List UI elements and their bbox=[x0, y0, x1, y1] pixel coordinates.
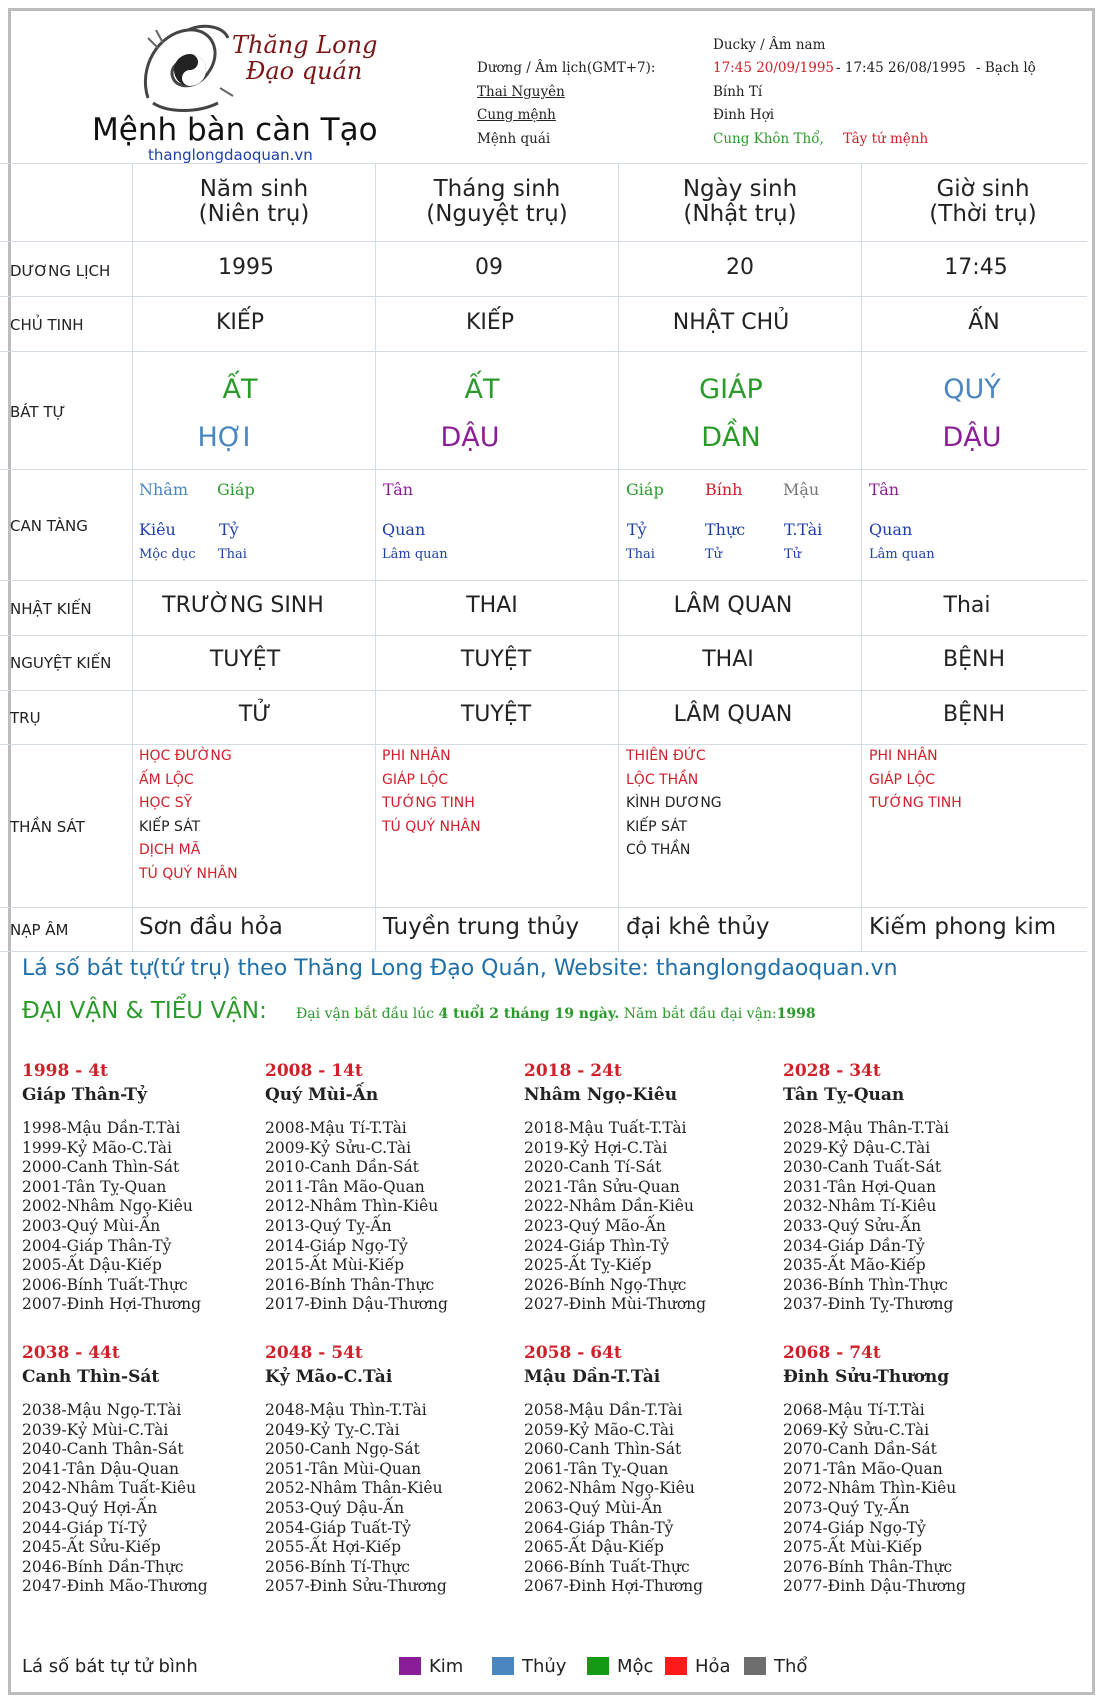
bat-tu-nam-chi: HỢI bbox=[197, 422, 251, 453]
dai-van-block: 2028 - 34t Tân Tỵ-Quan 2028-Mậu Thân-T.Tài 2029-Kỷ Dậu-C.Tài 2030-Canh Tuất-Sát 2031-Tân Hợi-Quan 2032-Nhâm Tí-Kiêu 2033-Quý Sửu-Ấn 2034-Giáp Dần-Tỷ 2035-Ất Mão-Kiếp 2036-Bính Thìn-Thực 2037-Đinh Tỵ-Thương bbox=[783, 1061, 954, 1314]
grid-line bbox=[0, 690, 1087, 691]
nhat-kien-nam: TRƯỜNG SINH bbox=[162, 593, 324, 618]
dai-van-block: 2018 - 24t Nhâm Ngọ-Kiêu 2018-Mậu Tuất-T.Tài 2019-Kỷ Hợi-C.Tài 2020-Canh Tí-Sát 2021-Tân Sửu-Quan 2022-Nhâm Dần-Kiêu 2023-Quý Mão-Ấn 2024-Giáp Thìn-Tỷ 2025-Ất Tỵ-Kiếp 2026-Bính Ngọ-Thực 2027-Đinh Mùi-Thương bbox=[524, 1061, 707, 1314]
bat-tu-ngay-can: GIÁP bbox=[699, 374, 763, 405]
tru-ngay: LÂM QUAN bbox=[673, 702, 793, 727]
can-tang-thang-1: Tân bbox=[383, 480, 414, 499]
row-label-nguyet-kien: NGUYỆT KIẾN bbox=[10, 654, 112, 672]
can-tang-gio-thap-than-1: Quan bbox=[869, 520, 913, 539]
than-sat-ngay: THIÊN ĐỨC LỘC THẦN KÌNH DƯƠNG KIẾP SÁT CÔ THẦN bbox=[626, 748, 722, 858]
row-label-nap-am: NẠP ÂM bbox=[10, 921, 69, 939]
date-lunar: - 17:45 26/08/1995 bbox=[836, 60, 966, 76]
menh-quai-group: Tây tứ mệnh bbox=[843, 131, 929, 147]
nguyet-kien-thang: TUYỆT bbox=[460, 647, 532, 672]
dai-van-block: 2068 - 74t Đinh Sửu-Thương 2068-Mậu Tí-T.Tài 2069-Kỷ Sửu-C.Tài 2070-Canh Dần-Sát 2071-Tân Mão-Quan 2072-Nhâm Thìn-Kiêu 2073-Quý Tỵ-Ấn 2074-Giáp Ngọ-Tỷ 2075-Ất Mùi-Kiếp 2076-Bính Thân-Thực 2077-Đinh Dậu-Thương bbox=[783, 1343, 966, 1596]
legend-item-thuy: Thủy bbox=[492, 1656, 566, 1677]
grid-line bbox=[0, 351, 1087, 352]
can-tang-ngay-thap-than-2: Thực bbox=[705, 520, 746, 539]
nap-am-nam: Sơn đầu hỏa bbox=[139, 914, 283, 940]
can-tang-thang-thap-than-1: Quan bbox=[382, 520, 426, 539]
bat-tu-gio-chi: DẬU bbox=[942, 422, 1002, 453]
legend-swatch bbox=[744, 1657, 766, 1675]
chu-tinh-ngay: NHẬT CHỦ bbox=[672, 310, 790, 335]
website-banner: Lá số bát tự(tứ trụ) theo Thăng Long Đạo Quán, Website: thanglongdaoquan.vn bbox=[22, 956, 898, 981]
grid-vline bbox=[861, 163, 862, 951]
dai-van-block: 2038 - 44t Canh Thìn-Sát 2038-Mậu Ngọ-T.Tài 2039-Kỷ Mùi-C.Tài 2040-Canh Thân-Sát 2041-Tân Dậu-Quan 2042-Nhâm Tuất-Kiêu 2043-Quý Hợi-Ấn 2044-Giáp Tí-Tỷ 2045-Ất Sửu-Kiếp 2046-Bính Dần-Thực 2047-Đinh Mão-Thương bbox=[22, 1343, 208, 1596]
dai-van-block: 1998 - 4t Giáp Thân-Tỷ 1998-Mậu Dần-T.Tài 1999-Kỷ Mão-C.Tài 2000-Canh Thìn-Sát 2001-Tân Tỵ-Quan 2002-Nhâm Ngọ-Kiêu 2003-Quý Mùi-Ấn 2004-Giáp Thân-Tỷ 2005-Ất Dậu-Kiếp 2006-Bính Tuất-Thực 2007-Đinh Hợi-Thương bbox=[22, 1061, 202, 1314]
date-solar: 17:45 20/09/1995 bbox=[713, 60, 835, 76]
dai-van-block: 2058 - 64t Mậu Dần-T.Tài 2058-Mậu Dần-T.Tài 2059-Kỷ Mão-C.Tài 2060-Canh Thìn-Sát 2061-Tân Tỵ-Quan 2062-Nhâm Ngọ-Kiêu 2063-Quý Mùi-Ấn 2064-Giáp Thân-Tỷ 2065-Ất Dậu-Kiếp 2066-Bính Tuất-Thực 2067-Đinh Hợi-Thương bbox=[524, 1343, 704, 1596]
thai-nguyen-value: Bính Tí bbox=[713, 84, 763, 100]
grid-line bbox=[0, 951, 1087, 952]
grid-vline bbox=[132, 163, 133, 951]
bat-tu-nam-can: ẤT bbox=[222, 374, 258, 405]
grid-line bbox=[0, 580, 1087, 581]
legend-item-tho: Thổ bbox=[744, 1656, 807, 1677]
than-sat-nam: HỌC ĐƯỜNG ẤM LỘC HỌC SỸ KIẾP SÁT DỊCH MÃ TÚ QUÝ NHÂN bbox=[139, 748, 238, 882]
col-header-ngay: Ngày sinh (Nhật trụ) bbox=[682, 176, 798, 227]
can-tang-ngay-vong-3: Tử bbox=[784, 547, 802, 562]
tru-nam: TỬ bbox=[238, 702, 272, 727]
row-label-duong-lich: DƯƠNG LỊCH bbox=[10, 262, 111, 280]
can-tang-nam-2: Giáp bbox=[217, 480, 255, 499]
nap-am-thang: Tuyền trung thủy bbox=[383, 914, 580, 940]
can-tang-nam-vong-2: Thai bbox=[218, 547, 247, 562]
row-label-bat-tu: BÁT TỰ bbox=[10, 403, 66, 421]
can-tang-nam-vong-1: Mộc dục bbox=[139, 547, 196, 562]
duong-lich-thang: 09 bbox=[475, 255, 503, 280]
nhat-kien-ngay: LÂM QUAN bbox=[673, 593, 793, 618]
duong-lich-gio: 17:45 bbox=[944, 255, 1008, 280]
legend-swatch bbox=[587, 1657, 609, 1675]
nguyet-kien-ngay: THAI bbox=[702, 647, 754, 672]
row-label-can-tang: CAN TÀNG bbox=[10, 517, 88, 535]
bat-tu-ngay-chi: DẦN bbox=[701, 422, 761, 453]
can-tang-ngay-2: Bính bbox=[705, 480, 743, 499]
legend-swatch bbox=[492, 1657, 514, 1675]
can-tang-thang-vong-1: Lâm quan bbox=[382, 547, 448, 562]
dai-van-block: 2048 - 54t Kỷ Mão-C.Tài 2048-Mậu Thìn-T.Tài 2049-Kỷ Tỵ-C.Tài 2050-Canh Ngọ-Sát 2051-Tân Mùi-Quan 2052-Nhâm Thân-Kiêu 2053-Quý Dậu-Ấn 2054-Giáp Tuất-Tỷ 2055-Ất Hợi-Kiếp 2056-Bính Tí-Thực 2057-Đinh Sửu-Thương bbox=[265, 1343, 447, 1596]
row-label-tru: TRỤ bbox=[10, 709, 41, 727]
label-cung-menh: Cung mệnh bbox=[477, 107, 556, 123]
can-tang-ngay-thap-than-1: Tỷ bbox=[627, 520, 647, 539]
dai-van-block: 2008 - 14t Quý Mùi-Ấn 2008-Mậu Tí-T.Tài 2009-Kỷ Sửu-C.Tài 2010-Canh Dần-Sát 2011-Tân Mão-Quan 2012-Nhâm Thìn-Kiêu 2013-Quý Tỵ-Ấn 2014-Giáp Ngọ-Tỷ 2015-Ất Mùi-Kiếp 2016-Bính Thân-Thực 2017-Đinh Dậu-Thương bbox=[265, 1061, 448, 1314]
nhat-kien-gio: Thai bbox=[943, 593, 991, 618]
duong-lich-ngay: 20 bbox=[726, 255, 754, 280]
than-sat-thang: PHI NHÂN GIÁP LỘC TƯỚNG TINH TÚ QUÝ NHÂN bbox=[382, 748, 481, 835]
grid-vline bbox=[618, 163, 619, 951]
tru-thang: TUYỆT bbox=[460, 702, 532, 727]
name-gender: Ducky / Âm nam bbox=[713, 37, 826, 53]
legend-title: Lá số bát tự tử bình bbox=[22, 1656, 198, 1677]
legend-item-hoa: Hỏa bbox=[665, 1656, 731, 1677]
nap-am-gio: Kiếm phong kim bbox=[869, 914, 1057, 940]
col-header-gio: Giờ sinh (Thời trụ) bbox=[929, 176, 1037, 227]
site-url-link[interactable]: thanglongdaoquan.vn bbox=[148, 146, 313, 164]
logo-wordmark: Thăng Long Đạo quán bbox=[232, 31, 378, 85]
tru-gio: BỆNH bbox=[943, 702, 1005, 727]
label-thai-nguyen: Thai Nguyên bbox=[477, 84, 565, 100]
legend-item-kim: Kim bbox=[399, 1656, 463, 1677]
nguyet-kien-nam: TUYỆT bbox=[209, 647, 281, 672]
can-tang-ngay-vong-1: Thai bbox=[626, 547, 655, 562]
bat-tu-thang-can: ẤT bbox=[464, 374, 500, 405]
bat-tu-thang-chi: DẬU bbox=[440, 422, 500, 453]
nap-am-ngay: đại khê thủy bbox=[626, 914, 770, 940]
grid-line bbox=[0, 907, 1087, 908]
can-tang-ngay-thap-than-3: T.Tài bbox=[784, 520, 823, 539]
duong-lich-nam: 1995 bbox=[218, 255, 274, 280]
nhat-kien-thang: THAI bbox=[466, 593, 518, 618]
dai-van-title: ĐẠI VẬN & TIỂU VẬN: bbox=[22, 998, 267, 1024]
solar-term: - Bạch lộ bbox=[976, 60, 1036, 76]
can-tang-gio-1: Tân bbox=[869, 480, 900, 499]
bat-tu-gio-can: QUÝ bbox=[943, 374, 1001, 405]
can-tang-ngay-vong-2: Tử bbox=[705, 547, 723, 562]
grid-line bbox=[0, 163, 1087, 164]
label-date: Dương / Âm lịch(GMT+7): bbox=[477, 60, 656, 76]
col-header-nam: Năm sinh (Niên trụ) bbox=[198, 176, 310, 227]
page-title: Mệnh bàn càn Tạo bbox=[92, 112, 378, 148]
row-label-chu-tinh: CHỦ TINH bbox=[10, 316, 84, 334]
legend-swatch bbox=[665, 1657, 687, 1675]
legend-item-moc: Mộc bbox=[587, 1656, 653, 1677]
grid-vline bbox=[375, 163, 376, 951]
grid-line bbox=[0, 635, 1087, 636]
chu-tinh-nam: KIẾP bbox=[215, 310, 265, 335]
grid-line bbox=[0, 469, 1087, 470]
grid-line bbox=[0, 241, 1087, 242]
can-tang-nam-thap-than-1: Kiêu bbox=[139, 520, 176, 539]
chu-tinh-gio: ẤN bbox=[968, 310, 1000, 335]
menh-quai-value: Cung Khôn Thổ, bbox=[713, 131, 824, 147]
can-tang-nam-1: Nhâm bbox=[139, 480, 189, 499]
legend-swatch bbox=[399, 1657, 421, 1675]
col-header-thang: Tháng sinh (Nguyệt trụ) bbox=[426, 176, 568, 227]
label-menh-quai: Mệnh quái bbox=[477, 131, 551, 147]
chu-tinh-thang: KIẾP bbox=[465, 310, 515, 335]
grid-line bbox=[0, 296, 1087, 297]
cung-menh-value: Đinh Hợi bbox=[713, 107, 775, 123]
can-tang-nam-thap-than-2: Tỷ bbox=[219, 520, 239, 539]
nguyet-kien-gio: BỆNH bbox=[943, 647, 1005, 672]
can-tang-ngay-1: Giáp bbox=[626, 480, 664, 499]
row-label-than-sat: THẦN SÁT bbox=[10, 818, 85, 836]
can-tang-gio-vong-1: Lâm quan bbox=[869, 547, 935, 562]
row-label-nhat-kien: NHẬT KIẾN bbox=[10, 600, 92, 618]
dai-van-note: Đại vận bắt đầu lúc 4 tuổi 2 tháng 19 ngày. Năm bắt đầu đại vận:1998 bbox=[296, 1006, 816, 1022]
than-sat-gio: PHI NHÂN GIÁP LỘC TƯỚNG TINH bbox=[869, 748, 962, 811]
can-tang-ngay-3: Mậu bbox=[783, 480, 820, 499]
